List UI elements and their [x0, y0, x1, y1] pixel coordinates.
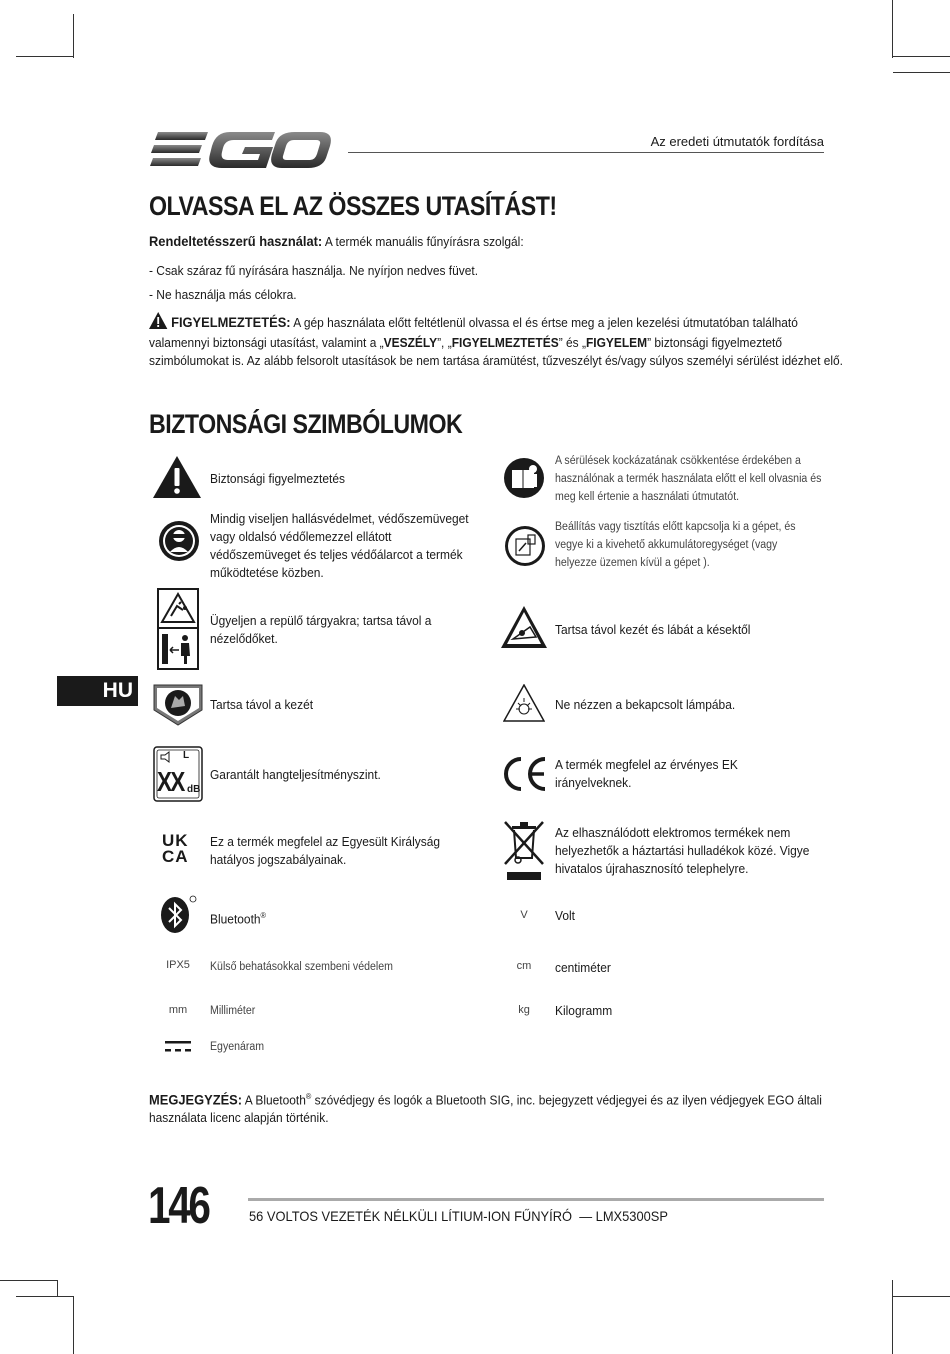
cm-text: centiméter [555, 960, 611, 975]
ipx5-text: Külső behatásokkal szembeni védelem [210, 961, 393, 973]
bluetooth-label: Bluetooth [210, 911, 261, 927]
crop-mark [892, 1280, 893, 1354]
keep-hands-away-icon [153, 684, 203, 731]
bluetooth-icon [158, 895, 198, 940]
dc-text: Egyenáram [210, 1041, 265, 1053]
lamp-warning-icon [503, 684, 545, 727]
intended-use [149, 232, 793, 251]
footer-rule [248, 1198, 824, 1201]
keyword-warning: FIGYELMEZTETÉS [451, 335, 559, 350]
crop-mark [892, 0, 893, 58]
language-tab: HU [57, 676, 138, 706]
sound-level-text: Garantált hangteljesítményszint. [210, 767, 381, 782]
ipx5-symbol: IPX5 [166, 959, 190, 971]
crop-mark [16, 56, 74, 57]
page-number: 146 [148, 1177, 209, 1235]
warning-text: A gép használata előtt feltétlenül olvassa el és értse meg a jelen kezelési útmutatóban található valamennyi biztonsági utasítást, valamint a „ [149, 315, 798, 350]
intended-use-text: A termék manuális fűnyírásra szolgál: [322, 234, 524, 249]
kg-text: Kilogramm [555, 1003, 613, 1018]
keep-hands-text: Tartsa távol a kezét [210, 697, 314, 712]
thrown-objects-icon [157, 588, 199, 675]
ukca-bottom: CA [162, 847, 189, 866]
crop-mark [73, 1296, 74, 1354]
thrown-objects-text: Ügyeljen a repülő tárgyakra; tartsa távol a nézelődőket. [210, 613, 432, 646]
safety-alert-text: Biztonsági figyelmeztetés [210, 471, 345, 486]
eye-ear-text: Mindig viseljen hallásvédelmet, védőszemüveget vagy oldalsó védőlemezzel ellátott védőszemüveget és teljes védőálarcot a termék működtetése közben. [210, 511, 469, 580]
note-paragraph [149, 1088, 848, 1127]
kg-symbol: kg [518, 1004, 530, 1016]
ukca-text: Ez a termék megfelel az Egyesült Királyság hatályos jogszabályainak. [210, 834, 440, 867]
model-number: — LMX5300SP [579, 1208, 668, 1224]
cm-symbol: cm [516, 960, 532, 972]
note-text: szóvédjegy és logók a Bluetooth SIG, inc. bejegyzett védjegyei és az ilyen védjegyek EGO általi használata licenc alapján történik. [149, 1092, 822, 1126]
lamp-text: Ne nézzen a bekapcsolt lámpába. [555, 697, 736, 712]
sound-db-label: dB [187, 784, 201, 795]
bluetooth-text [210, 907, 266, 928]
warning-text: ” biztonsági figyelmeztető szimbólumokat is. Az alább felsorolt utasítások be nem tartása áramütést, tűzveszélyt és/vagy súlyos személyi sérülést idézhet elő. [149, 335, 843, 368]
registered-mark: ® [260, 911, 266, 920]
crop-mark [73, 14, 74, 58]
weee-bin-icon [503, 818, 545, 889]
eye-ear-protection-icon [158, 520, 200, 567]
direct-current-icon [165, 1040, 191, 1059]
disconnect-text: Beállítás vagy tisztítás előtt kapcsolja ki a gépet, és vegye ki a kivehető akkumulátoregységet (vagy helyezze üzemen kívül a gépet ). [555, 521, 796, 569]
list-item: - Csak száraz fű nyírására használja. Ne nyírjon nedves füvet. [149, 263, 479, 278]
keyword-caution: FIGYELEM [585, 335, 648, 350]
sound-level-icon [153, 746, 203, 807]
weee-text: Az elhasználódott elektromos termékek nem helyezhetők a háztartási hulladékok közé. Vigye hivatalos újrahasznosító telephelyre. [555, 825, 810, 876]
warning-label: FIGYELMEZTETÉS: [171, 314, 291, 330]
translation-note: Az eredeti útmutatók fordítása [650, 134, 824, 149]
registered-mark: ® [305, 1092, 312, 1101]
section-title: BIZTONSÁGI SZIMBÓLUMOK [149, 409, 463, 439]
disconnect-battery-icon [504, 525, 546, 572]
ukca-mark-icon [162, 833, 198, 865]
crop-mark [892, 56, 950, 57]
ce-mark-icon [502, 756, 548, 797]
crop-mark [16, 1296, 74, 1297]
keep-hands-feet-text: Tartsa távol kezét és lábát a késektől [555, 622, 751, 637]
blade-hazard-icon [500, 605, 548, 654]
intended-use-label: Rendeltetésszerű használat: [149, 233, 323, 249]
keyword-danger: VESZÉLY [383, 335, 438, 350]
crop-mark [57, 1280, 58, 1296]
header-rule [348, 152, 824, 153]
mm-text: Milliméter [210, 1005, 256, 1017]
mm-symbol: mm [168, 1004, 188, 1016]
product-name: 56 VOLTOS VEZETÉK NÉLKÜLI LÍTIUM-ION FŰNYÍRÓ [249, 1208, 573, 1224]
note-label: MEGJEGYZÉS: [149, 1091, 243, 1108]
footer-product [249, 1208, 668, 1224]
crop-mark [893, 72, 950, 73]
warning-triangle-icon [149, 312, 167, 334]
main-title: OLVASSA EL AZ ÖSSZES UTASÍTÁST! [149, 191, 557, 221]
ukca-top: UK [162, 831, 189, 850]
sound-xx-label: XX [157, 766, 184, 797]
list-item: - Ne használja más célokra. [149, 287, 297, 302]
safety-alert-icon [152, 455, 202, 504]
read-manual-icon [503, 457, 545, 504]
ce-text: A termék megfelel az érvényes EK irányelveknek. [555, 757, 738, 790]
warning-paragraph [149, 312, 848, 370]
warning-text: ”, „ [437, 335, 452, 350]
warning-text: ” és „ [558, 335, 586, 350]
note-text: A Bluetooth [242, 1092, 306, 1108]
volt-text: Volt [555, 908, 575, 923]
read-manual-text: A sérülések kockázatának csökkentése érdekében a használónak a termék használata előtt el kell olvasnia és meg kell értenie a használati útmutatót. [555, 455, 822, 503]
crop-mark [892, 1296, 950, 1297]
volt-symbol: V [520, 909, 528, 921]
ego-logo [150, 128, 332, 174]
sound-lwa-label: L [183, 750, 190, 761]
crop-mark [0, 1280, 58, 1281]
